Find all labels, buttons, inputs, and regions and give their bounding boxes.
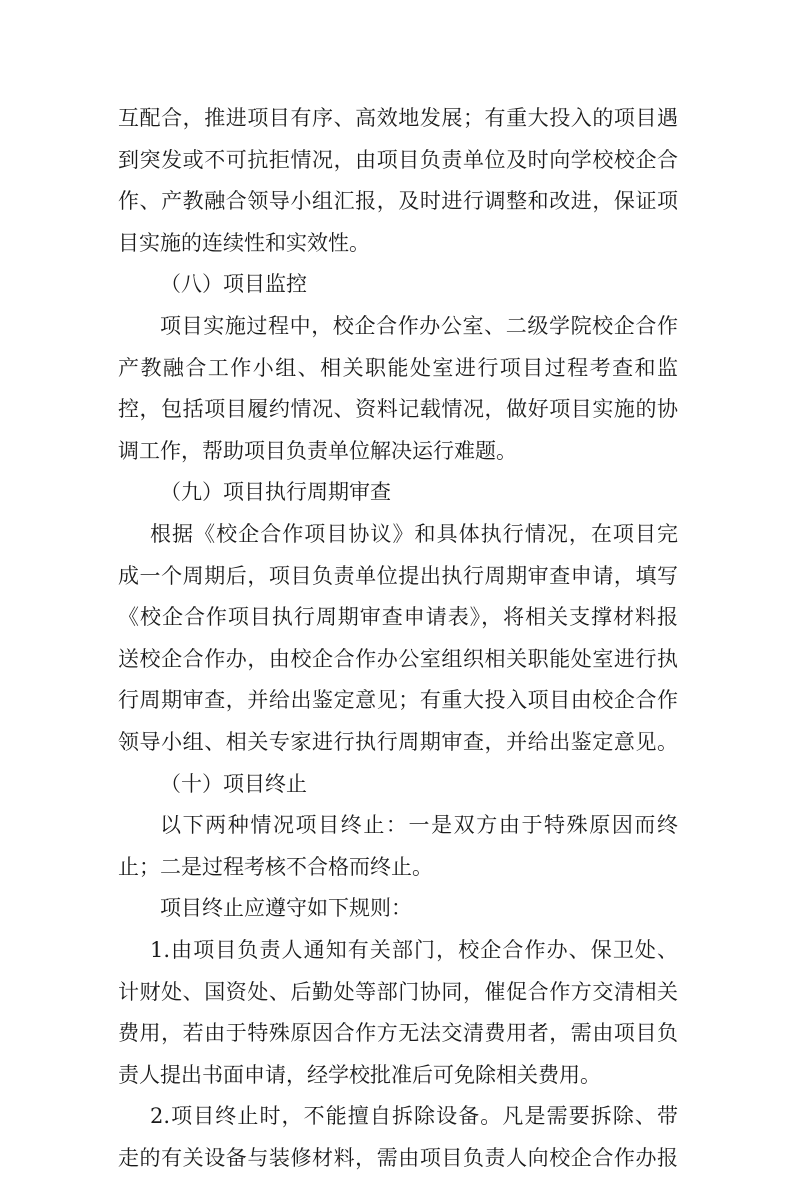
- paragraph-line: 走的有关设备与装修材料，需由项目负责人向校企合作办报: [118, 1146, 678, 1170]
- paragraph-line: 产教融合工作小组、相关职能处室进行项目过程考查和监: [118, 356, 678, 380]
- paragraph-line: 根据《校企合作项目协议》和具体执行情况，在项目完: [150, 522, 678, 546]
- paragraph-line: 作、产教融合领导小组汇报，及时进行调整和改进，保证项: [118, 189, 678, 213]
- paragraph-line: 责人提出书面申请，经学校批准后可免除相关费用。: [118, 1063, 601, 1087]
- paragraph-line: 项目实施过程中，校企合作办公室、二级学院校企合作: [160, 314, 678, 338]
- section-heading-10: （十）项目终止: [160, 772, 307, 796]
- paragraph-line: 成一个周期后，项目负责单位提出执行周期审查申请，填写: [118, 564, 678, 588]
- paragraph-line: 以下两种情况项目终止：一是双方由于特殊原因而终: [160, 813, 678, 837]
- paragraph-line: 领导小组、相关专家进行执行周期审查，并给出鉴定意见。: [118, 730, 678, 754]
- paragraph-line: 调工作，帮助项目负责单位解决运行难题。: [118, 439, 517, 463]
- paragraph-line: 《校企合作项目执行周期审查申请表》，将相关支撑材料报: [118, 605, 678, 629]
- paragraph-line: 行周期审查，并给出鉴定意见；有重大投入项目由校企合作: [118, 688, 678, 712]
- list-item-1: 1.由项目负责人通知有关部门，校企合作办、保卫处、: [150, 938, 678, 962]
- section-heading-8: （八）项目监控: [160, 272, 307, 296]
- paragraph-line: 费用，若由于特殊原因合作方无法交清费用者，需由项目负: [118, 1021, 678, 1045]
- paragraph-line: 送校企合作办，由校企合作办公室组织相关职能处室进行执: [118, 647, 678, 671]
- paragraph-line: 目实施的连续性和实效性。: [118, 231, 370, 255]
- paragraph-line: 互配合，推进项目有序、高效地发展；有重大投入的项目遇: [118, 106, 678, 130]
- paragraph-line: 项目终止应遵守如下规则：: [160, 896, 412, 920]
- paragraph-line: 止；二是过程考核不合格而终止。: [118, 855, 433, 879]
- paragraph-line: 控，包括项目履约情况、资料记载情况，做好项目实施的协: [118, 397, 678, 421]
- paragraph-line: 到突发或不可抗拒情况，由项目负责单位及时向学校校企合: [118, 148, 678, 172]
- paragraph-line: 计财处、国资处、后勤处等部门协同，催促合作方交清相关: [118, 980, 678, 1004]
- section-heading-9: （九）项目执行周期审查: [160, 480, 391, 504]
- list-item-2: 2.项目终止时，不能擅自拆除设备。凡是需要拆除、带: [150, 1104, 678, 1128]
